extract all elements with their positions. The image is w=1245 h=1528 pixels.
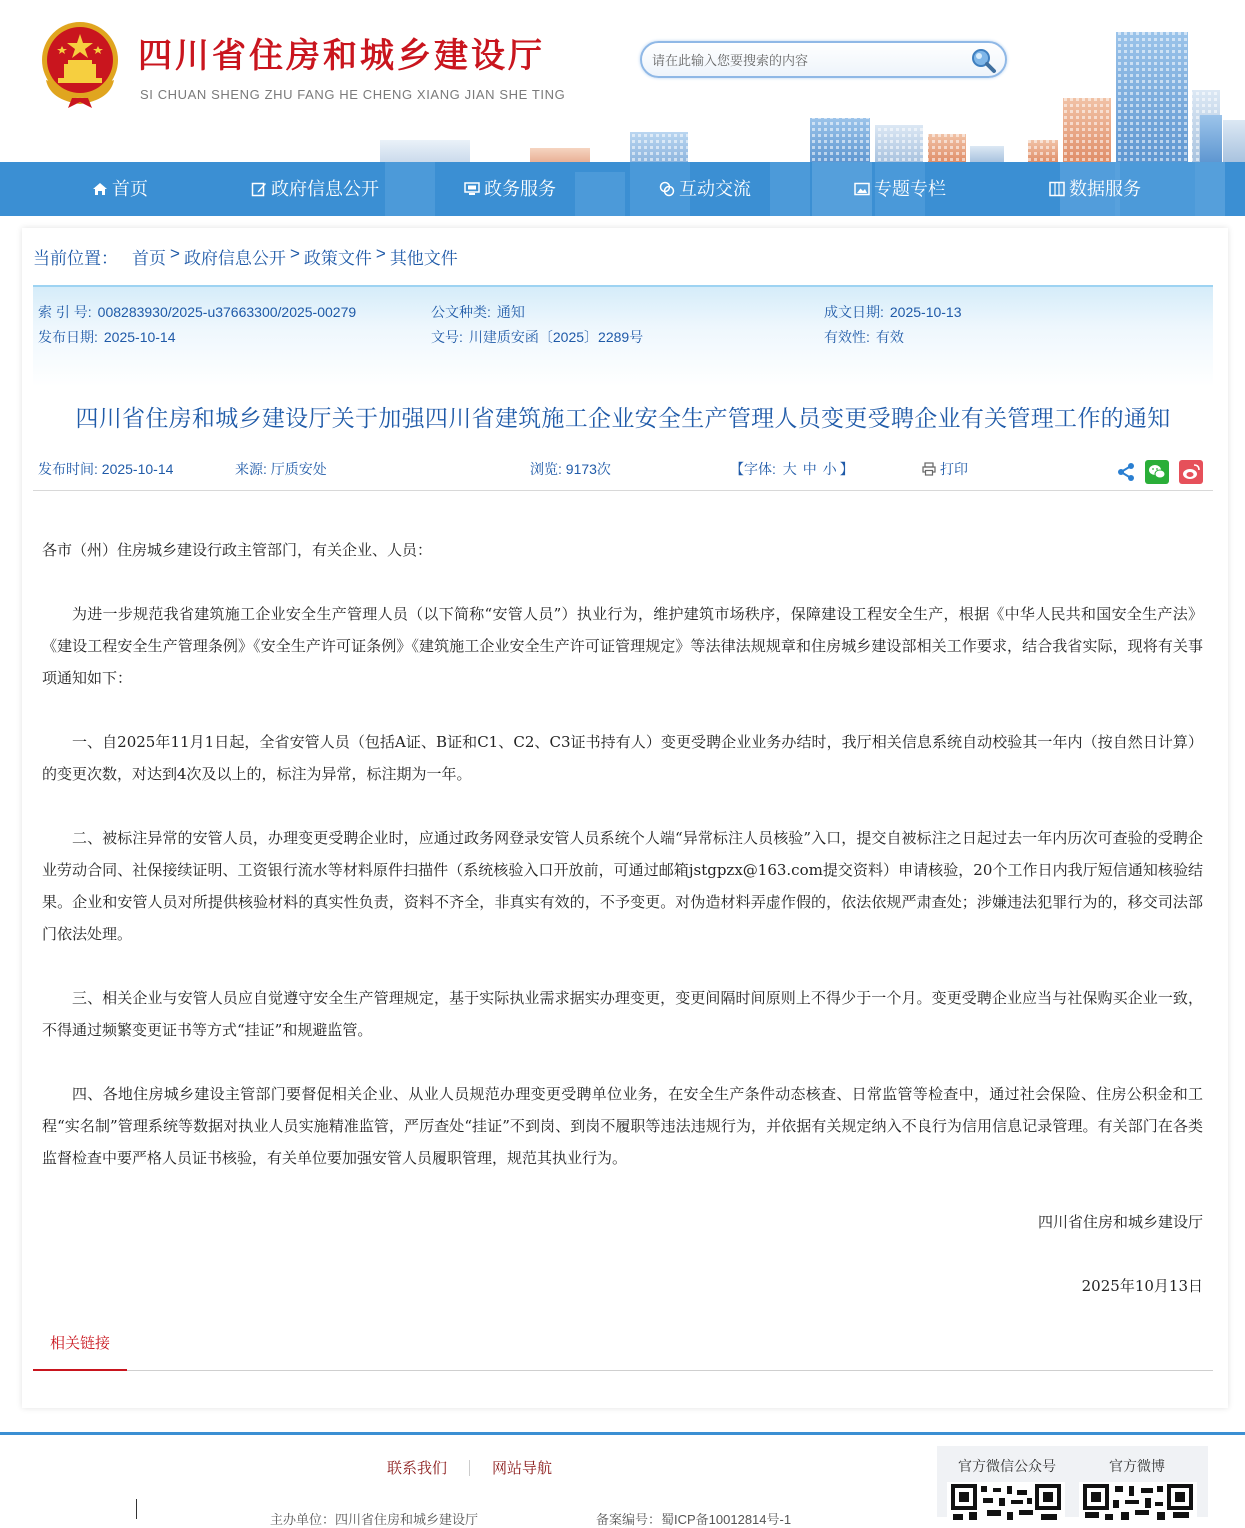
tab-related-links[interactable]: 相关链接 (33, 1325, 127, 1371)
meta-doc-no: 文号: 川建质安函〔2025〕2289号 (431, 329, 644, 345)
chat-icon (659, 181, 675, 197)
nav-gov-info[interactable] (251, 162, 379, 216)
meta-index: 索 引 号: 008283930/2025-u37663300/2025-00279 (38, 304, 357, 320)
paragraph: 一、自2025年11月1日起，全省安管人员（包括A证、B证和C1、C2、C3证书持有人）变更受聘企业业务办结时，我厅相关信息系统自动校验其一年内（按自然日计算）的变更次数，对达到4次及以上的，标注为异常，标注期为一年。 (42, 733, 1203, 783)
breadcrumb-separator: > (289, 244, 300, 263)
font-medium-button[interactable]: 中 (802, 461, 817, 477)
font-small-button[interactable]: 小 (822, 461, 837, 477)
font-large-button[interactable]: 大 (782, 461, 797, 477)
nav-special-label: 专题专栏 (874, 179, 946, 199)
sitemap-link[interactable]: 网站导航 (492, 1460, 553, 1477)
view-count: 浏览: 9173次 (530, 461, 611, 477)
nav-gov-info-label: 政府信息公开 (271, 179, 379, 199)
paragraph: 为进一步规范我省建筑施工企业安全生产管理人员（以下简称“安管人员”）执业行为，维护建筑市场秩序，保障建设工程安全生产，根据《中华人民共和国安全生产法》《建设工程安全生产管理条例》《安全生产许可证条例》《建筑施工企业安全生产许可证管理规定》等法律法规规章和住房城乡建设部相关工作要求，结合我省实际，现将有关事项通知如下： (42, 605, 1203, 687)
nav-interaction[interactable] (659, 162, 751, 216)
breadcrumb-gov-info[interactable]: 政府信息公开 (183, 249, 286, 268)
footer-divider (469, 1460, 470, 1476)
footer-icp[interactable]: 备案编号：蜀ICP备10012814号-1 (596, 1512, 792, 1527)
nav-special[interactable] (854, 162, 946, 216)
signature: 四川省住房和城乡建设厅 (1037, 1213, 1203, 1231)
site-pinyin: SI CHUAN SHENG ZHU FANG HE CHENG XIANG JIAN SHE TING (140, 87, 566, 102)
edit-icon (251, 181, 267, 197)
printer-icon (922, 462, 936, 476)
monitor-icon (464, 181, 480, 197)
meta-created: 成文日期: 2025-10-13 (824, 304, 962, 320)
breadcrumb-home[interactable]: 首页 (132, 249, 166, 268)
paragraph: 三、相关企业与安管人员应自觉遵守安全生产管理规定，基于实际执业需求据实办理变更，变更间隔时间原则上不得少于一个月。变更受聘企业应当与社保购买企业一致，不得通过频繁变更证书等方式“挂证”和规避监管。 (42, 989, 1203, 1039)
meta-published: 发布日期: 2025-10-14 (38, 329, 176, 345)
font-size-control: 【字体: 大 中 小 】 (730, 461, 854, 477)
national-emblem-icon[interactable] (38, 20, 122, 108)
footer-host: 主办单位：四川省住房和城乡建设厅 (270, 1512, 479, 1527)
breadcrumb-policy[interactable]: 政策文件 (303, 249, 372, 268)
document-title: 四川省住房和城乡建设厅关于加强四川省建筑施工企业安全生产管理人员变更受聘企业有关管理工作的通知 (75, 405, 1171, 431)
wechat-qr-label: 官方微信公众号 (958, 1458, 1056, 1474)
meta-category: 公文种类: 通知 (431, 304, 525, 320)
document-info-bar (33, 455, 1213, 491)
nav-gov-service-label: 政务服务 (484, 179, 556, 199)
breadcrumb-label: 当前位置： (33, 249, 118, 268)
nav-home-label: 首页 (112, 179, 148, 199)
wechat-qr-icon (947, 1482, 1065, 1522)
breadcrumb (33, 244, 458, 269)
salutation: 各市（州）住房城乡建设行政主管部门，有关企业、人员： (42, 541, 433, 559)
breadcrumb-separator: > (170, 244, 180, 263)
footer-vertical-divider (136, 1499, 137, 1519)
document-body (42, 534, 1203, 1334)
related-links (33, 1325, 1213, 1371)
contact-us-link[interactable]: 联系我们 (387, 1460, 448, 1477)
grid-icon (1049, 181, 1065, 197)
meta-validity: 有效性: 有效 (824, 329, 904, 345)
print-button[interactable]: 打印 (922, 459, 968, 479)
nav-data-service-label: 数据服务 (1069, 179, 1141, 199)
nav-home[interactable] (92, 162, 148, 216)
breadcrumb-separator: > (375, 244, 386, 263)
paragraph: 四、各地住房城乡建设主管部门要督促相关企业、从业人员规范办理变更受聘单位业务，在安全生产条件动态核查、日常监管等检查中，通过社会保险、住房公积金和工程“实名制”管理系统等数据对执业人员实施精准监管，严厉查处“挂证”不到岗、到岗不履职等违法违规行为，并依据有关规定纳入不良行为信用信息记录管理。有关部门在各类监督检查中要严格人员证书核验，有关单位要加强安管人员履职管理，规范其执业行为。 (42, 1085, 1203, 1167)
main-nav (0, 162, 1245, 216)
paragraph: 二、被标注异常的安管人员，办理变更受聘企业时，应通过政务网登录安管人员系统个人端“异常标注人员核验”入口，提交自被标注之日起过去一年内历次可查验的受聘企业劳动合同、社保接续证明、工资银行流水等材料原件扫描件（系统核验入口开放前，可通过邮箱jstgpzx@163.com提交资料）申请核验，20个工作日内我厅短信通知核验结果。企业和安管人员对所提供核验材料的真实性负责，资料不齐全，非真实有效的，不予变更。对伪造材料弄虚作假的，依法依规严肃查处；涉嫌违法犯罪行为的，移交司法部门依法处理。 (42, 829, 1203, 943)
site-title[interactable]: 四川省住房和城乡建设厅 (138, 36, 545, 76)
breadcrumb-other[interactable]: 其他文件 (389, 249, 458, 268)
city-skyline-decoration (380, 20, 1245, 162)
site-header (0, 0, 1245, 162)
weibo-qr-label: 官方微博 (1109, 1458, 1165, 1474)
weibo-icon[interactable] (1179, 460, 1203, 484)
publish-time: 发布时间: 2025-10-14 (38, 461, 174, 477)
source: 来源: 厅质安处 (235, 461, 327, 477)
nav-data-service[interactable] (1049, 162, 1141, 216)
qr-codes (937, 1446, 1208, 1517)
image-icon (854, 181, 870, 197)
home-icon (92, 181, 108, 197)
wechat-icon[interactable] (1145, 460, 1169, 484)
site-footer (0, 1432, 1245, 1527)
footer-links (387, 1457, 552, 1478)
nav-gov-service[interactable] (464, 162, 556, 216)
document-meta (33, 285, 1213, 385)
weibo-qr-icon (1079, 1482, 1197, 1522)
share-icon[interactable] (1114, 460, 1138, 484)
document-date: 2025年10月13日 (1081, 1277, 1203, 1295)
nav-interaction-label: 互动交流 (679, 179, 751, 199)
